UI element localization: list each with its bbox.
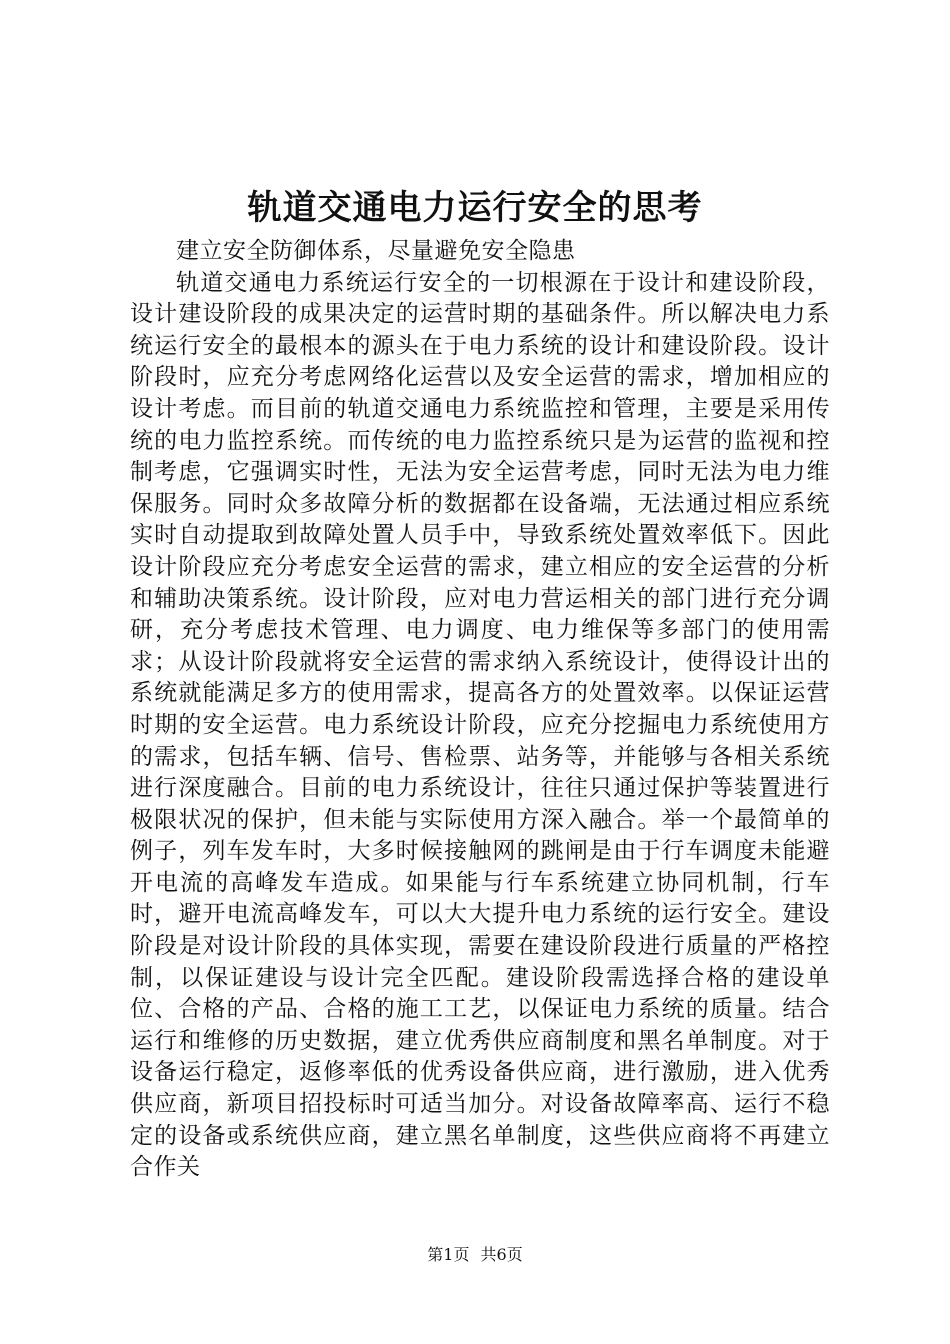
- page-footer: [0, 1245, 950, 1265]
- page-number: 第1页: [427, 1245, 470, 1264]
- page-title: 轨道交通电力运行安全的思考: [247, 188, 703, 228]
- section-subheading: 建立安全防御体系，尽量避免安全隐患: [176, 238, 576, 264]
- body-paragraph: 轨道交通电力系统运行安全的一切根源在于设计和建设阶段，设计建设阶段的成果决定的运营时期的基础条件。所以解决电力系统运行安全的最根本的源头在于电力系统的设计和建设阶段。设计阶段时，应充分考虑网络化运营以及安全运营的需求，增加相应的设计考虑。而目前的轨道交通电力系统监控和管理，主要是采用传统的电力监控系统。而传统的电力监控系统只是为运营的监视和控制考虑，它强调实时性，无法为安全运营考虑，同时无法为电力维保服务。同时众多故障分析的数据都在设备端，无法通过相应系统实时自动提取到故障处置人员手中，导致系统处置效率低下。因此设计阶段应充分考虑安全运营的需求，建立相应的安全运营的分析和辅助决策系统。设计阶段，应对电力营运相关的部门进行充分调研，充分考虑技术管理、电力调度、电力维保等多部门的使用需求；从设计阶段就将安全运营的需求纳入系统设计，使得设计出的系统就能满足多方的使用需求，提高各方的处置效率。以保证运营时期的安全运营。电力系统设计阶段，应充分挖掘电力系统使用方的需求，包括车辆、信号、售检票、站务等，并能够与各相关系统进行深度融合。目前的电力系统设计，往往只通过保护等装置进行极限状况的保护，但未能与实际使用方深入融合。举一个最简单的例子，列车发车时，大多时候接触网的跳闸是由于行车调度未能避开电流的高峰发车造成。如果能与行车系统建立协同机制，行车时，避开电流高峰发车，可以大大提升电力系统的运行安全。建设阶段是对设计阶段的具体实现，需要在建设阶段进行质量的严格控制，以保证建设与设计完全匹配。建设阶段需选择合格的建设单位、合格的产品、合格的施工工艺，以保证电力系统的质量。结合运行和维修的历史数据，建立优秀供应商制度和黑名单制度。对于设备运行稳定，返修率低的优秀设备供应商，进行激励，进入优秀供应商，新项目招投标时可适当加分。对设备故障率高、运行不稳定的设备或系统供应商，建立黑名单制度，这些供应商将不再建立合作关: [130, 269, 830, 1181]
- page-count: 共6页: [480, 1245, 523, 1264]
- document-body: [130, 236, 830, 1184]
